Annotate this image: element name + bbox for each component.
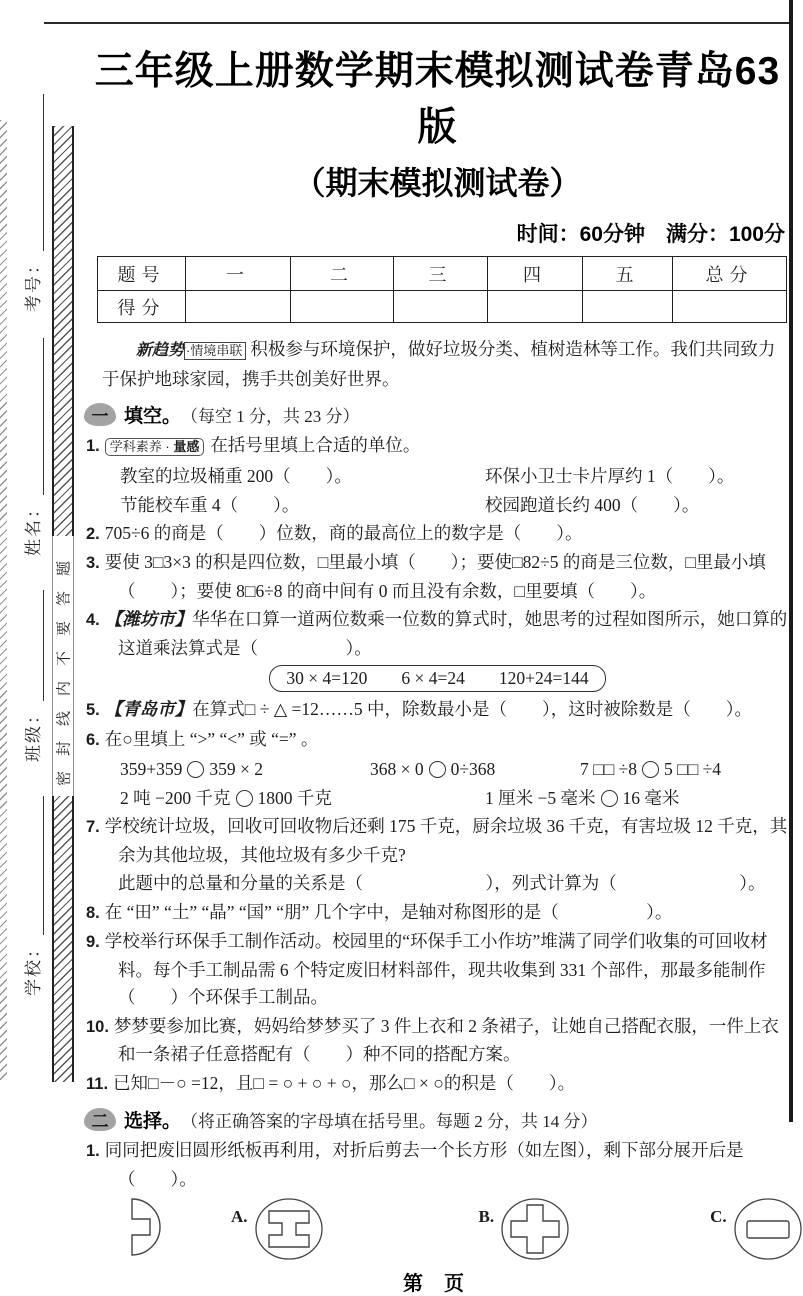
equation: 120+24=144 <box>498 668 589 688</box>
field-name <box>20 338 44 556</box>
left-edge-hatch <box>0 120 7 1080</box>
score-header-cell: 题号 <box>98 257 186 291</box>
section-1-note: （每空 1 分，共 23 分） <box>181 407 360 426</box>
question-text: 此题中的总量和分量的关系是（ ），列式计算为（ ）。 <box>118 873 766 893</box>
section-1-number-icon: 一 <box>84 403 116 426</box>
question-6-row-1 <box>120 755 789 783</box>
question-number: 10. <box>86 1017 109 1036</box>
section-2-number-icon: 二 <box>84 1108 116 1131</box>
field-exam-number <box>20 94 44 312</box>
page-footer: 第 页 <box>403 1273 472 1295</box>
exam-number-label: 考号： <box>24 255 43 312</box>
question-text: 华华在口算一道两位数乘一位数的算式时，她思考的过程如图所示，她口算的这道乘法算式是（ ）。 <box>118 609 788 658</box>
city-tag: 【青岛市】 <box>104 699 193 719</box>
question-7 <box>86 813 789 869</box>
fill-item: 校园跑道长约 400（ ）。 <box>485 494 700 515</box>
score-table-score-row <box>98 291 787 323</box>
skill-badge-bold: 量感 <box>173 439 200 454</box>
score-label-cell: 得分 <box>98 291 186 323</box>
question-number: 1. <box>86 437 100 455</box>
question-3 <box>86 549 789 605</box>
question-number: 8. <box>86 903 100 922</box>
option-a-shape <box>254 1197 324 1261</box>
fill-item: 教室的垃圾桶重 200（ ）。 <box>120 465 352 486</box>
page-subtitle: （期末模拟测试卷） <box>293 165 582 201</box>
option-b <box>479 1197 571 1261</box>
compare-left: 2 吨 −200 千克 <box>120 788 231 808</box>
option-c-shape <box>733 1197 803 1261</box>
question-text: 在○里填上 “>” “<” 或 “=” 。 <box>104 728 319 749</box>
score-empty-cell <box>673 291 787 323</box>
trend-badge-box: ·情境串联 <box>184 342 246 360</box>
exam-number-blank-line <box>24 94 44 251</box>
equation: 30 × 4=120 <box>286 668 368 688</box>
seal-line-band <box>52 126 74 1082</box>
page-title: 三年级上册数学期末模拟测试卷青岛63版 <box>94 50 781 149</box>
question-text: 同同把废旧圆形纸板再利用，对折后剪去一个长方形（如左图），剩下部分展开后是（ ）。 <box>104 1140 744 1189</box>
score-header-cell: 二 <box>291 257 394 291</box>
section-2-note: （将正确答案的字母填在括号里。每题 2 分，共 14 分） <box>181 1112 598 1131</box>
question-number: 11. <box>86 1074 109 1093</box>
compare-item <box>580 755 789 783</box>
score-table <box>97 256 787 323</box>
score-empty-cell <box>488 291 583 323</box>
trend-badge: 新趋势 <box>136 342 185 359</box>
section-1-header <box>84 401 791 428</box>
question-text: 在括号里填上合适的单位。 <box>210 435 421 455</box>
question-text: 已知□－○ =12，且□ = ○ + ○ + ○，那么□ × ○的积是（ ）。 <box>113 1072 576 1093</box>
question-text: 在算式□ ÷ △ =12……5 中，除数最小是（ ），这时被除数是（ ）。 <box>192 699 753 719</box>
time-score-line: 时间：60分钟 满分：100分 <box>516 223 785 246</box>
question-10 <box>86 1013 789 1069</box>
compare-right: 16 毫米 <box>622 788 680 808</box>
school-blank-line <box>24 796 44 935</box>
fill-item: 环保小卫士卡片厚约 1（ ）。 <box>485 465 735 486</box>
option-c <box>710 1197 803 1261</box>
section-1-title: 填空。 <box>124 406 182 427</box>
notched-semicircle-figure <box>114 1197 176 1257</box>
score-header-cell: 五 <box>583 257 673 291</box>
compare-right: 0÷368 <box>450 759 496 779</box>
compare-circle <box>187 761 204 778</box>
question-text: 学校举行环保手工制作活动。校园里的“环保手工小作坊”堆满了同学们收集的可回收材料。每个手工制品需 6 个特定废旧材料部件，现共收集到 331 个部件，那最多能制作（ ）个环保手工制品。 <box>104 931 768 1007</box>
question-text: 705÷6 的商是（ ）位数，商的最高位上的数字是（ ）。 <box>104 522 583 543</box>
question-8 <box>86 899 789 928</box>
question-9 <box>86 928 789 1012</box>
city-tag: 【潍坊市】 <box>104 609 193 629</box>
question-7-sub <box>86 870 789 898</box>
question-6 <box>86 726 789 755</box>
field-school <box>20 796 44 996</box>
question-text: 在 “田” “土” “晶” “国” “朋” 几个字中，是轴对称图形的是（ ）。 <box>104 901 673 922</box>
question-text: 学校统计垃圾，回收可回收物后还剩 175 千克，厨余垃圾 36 千克，有害垃圾 12 千克，其余为其他垃圾，其他垃圾有多少千克? <box>104 816 788 865</box>
question-1 <box>86 432 789 461</box>
equation-box <box>269 665 605 692</box>
compare-item <box>485 784 789 812</box>
seal-line-text: 密封线内不要答题 <box>53 536 74 796</box>
question-5 <box>86 696 789 725</box>
question-1-row-2 <box>120 491 789 519</box>
question-11 <box>86 1070 789 1099</box>
compare-item <box>120 755 370 783</box>
class-label: 班级： <box>24 705 43 762</box>
question-text: 梦梦要参加比赛，妈妈给梦梦买了 3 件上衣和 2 条裙子，让她自己搭配衣服，一件上衣和一条裙子任意搭配有（ ）种不同的搭配方案。 <box>113 1015 779 1064</box>
option-a <box>231 1197 324 1261</box>
name-blank-line <box>24 338 44 495</box>
question-text: 要使 3□3×3 的积是四位数，□里最小填（ ）；要使□82÷5 的商是三位数，□里最小填（ ）；要使 8□6÷8 的商中间有 0 而且没有余数，□里要填（ ）。 <box>104 552 766 601</box>
option-a-label: A. <box>231 1207 248 1226</box>
question-number: 9. <box>86 933 100 951</box>
fill-item: 节能校车重 4（ ）。 <box>120 494 300 515</box>
choice-question-1-options <box>114 1197 781 1261</box>
option-b-label: B. <box>478 1207 495 1226</box>
school-label: 学校： <box>24 939 43 996</box>
score-empty-cell <box>186 291 291 323</box>
compare-circle <box>642 761 659 778</box>
option-b-shape <box>500 1197 570 1261</box>
section-2-title: 选择。 <box>124 1111 182 1132</box>
score-header-cell: 一 <box>186 257 291 291</box>
intro-paragraph <box>102 335 787 393</box>
compare-circle <box>601 790 618 807</box>
compare-item <box>120 784 485 812</box>
score-header-cell: 四 <box>488 257 583 291</box>
score-empty-cell <box>394 291 488 323</box>
skill-badge-text: 学科素养 · <box>109 439 174 454</box>
equation: 6 × 4=24 <box>401 668 465 688</box>
compare-right: 5 □□ ÷4 <box>664 759 721 779</box>
score-empty-cell <box>583 291 673 323</box>
compare-circle <box>429 761 446 778</box>
field-class <box>20 590 44 762</box>
compare-circle <box>236 790 253 807</box>
choice-question-1 <box>86 1137 789 1193</box>
score-table-header-row <box>98 257 787 291</box>
question-number: 7. <box>86 818 100 836</box>
compare-right: 359 × 2 <box>209 759 263 779</box>
question-4-figure <box>84 665 791 692</box>
question-number: 1. <box>86 1142 100 1160</box>
score-header-cell: 总分 <box>673 257 787 291</box>
intro-text: 积极参与环境保护，做好垃圾分类、植树造林等工作。我们共同致力于保护地球家园，携手共创美好世界。 <box>102 339 776 389</box>
compare-left: 1 厘米 −5 毫米 <box>485 788 596 808</box>
score-header-cell: 三 <box>394 257 488 291</box>
option-c-label: C. <box>710 1207 727 1226</box>
question-2 <box>86 520 789 549</box>
question-number: 2. <box>86 524 100 543</box>
name-label: 姓名： <box>24 499 43 556</box>
question-1-row-1 <box>120 462 789 490</box>
question-number: 6. <box>86 730 100 749</box>
question-number: 4. <box>86 611 100 629</box>
compare-left: 368 × 0 <box>370 759 424 779</box>
question-4 <box>86 606 789 662</box>
compare-item <box>370 755 580 783</box>
question-number: 5. <box>86 701 100 719</box>
compare-left: 7 □□ ÷8 <box>580 759 637 779</box>
question-number: 3. <box>86 554 100 572</box>
compare-left: 359+359 <box>120 759 183 779</box>
class-blank-line <box>24 590 44 701</box>
score-empty-cell <box>291 291 394 323</box>
question-6-row-2 <box>120 784 789 812</box>
section-2-header <box>84 1106 791 1133</box>
main-content <box>84 24 791 1296</box>
skill-badge <box>105 438 205 456</box>
compare-right: 1800 千克 <box>257 788 332 808</box>
